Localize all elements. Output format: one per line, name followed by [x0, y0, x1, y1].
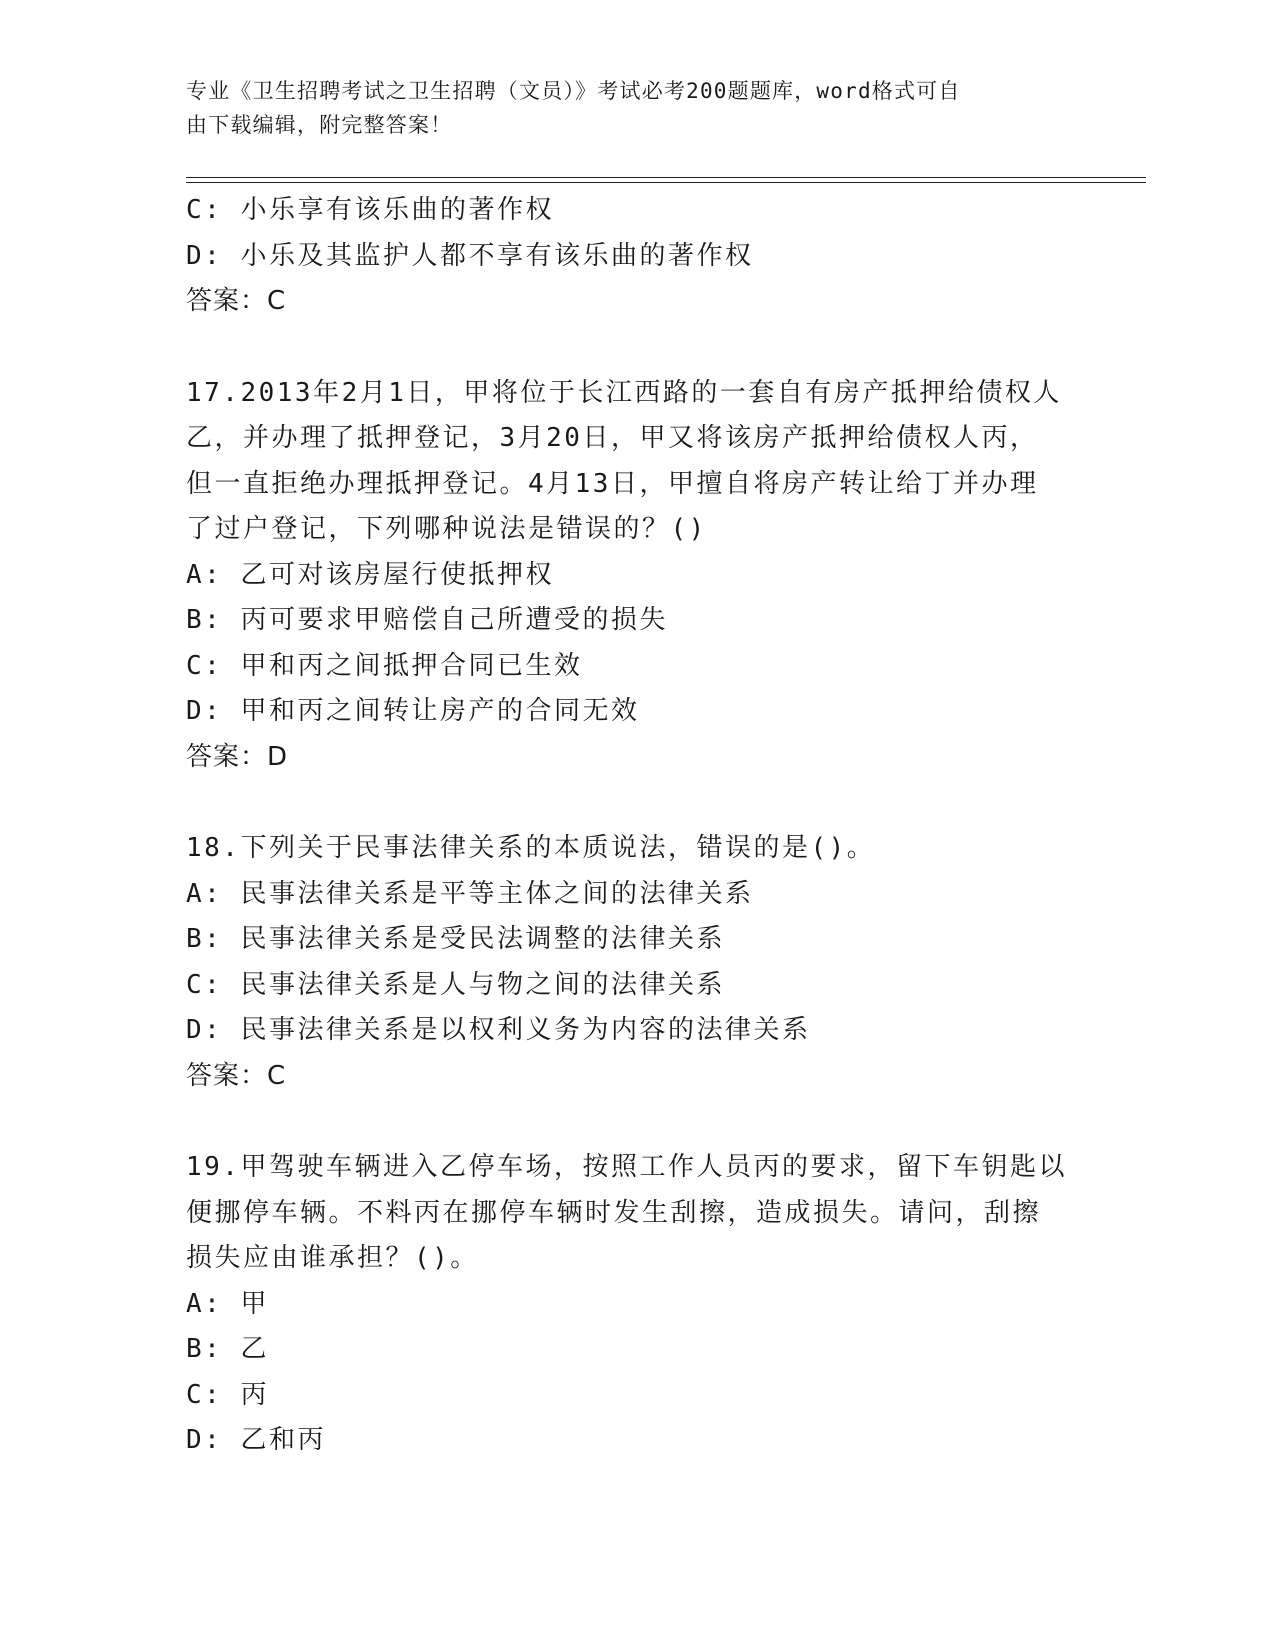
option-a: A: 民事法律关系是平等主体之间的法律关系 — [186, 878, 754, 909]
question-stem — [186, 826, 1086, 872]
document-header — [186, 74, 1066, 142]
option-a: A: 乙可对该房屋行使抵押权 — [186, 559, 554, 590]
option-c: C: 民事法律关系是人与物之间的法律关系 — [186, 969, 725, 1000]
option-d: D: 乙和丙 — [186, 1425, 326, 1455]
stem-line: 了过户登记，下列哪种说法是错误的？() — [186, 514, 707, 544]
option-d: D: 甲和丙之间转让房产的合同无效 — [186, 696, 640, 726]
option-d: D: 民事法律关系是以权利义务为内容的法律关系 — [186, 1015, 811, 1045]
stem-line: 乙，并办理了抵押登记，3月20日，甲又将该房产抵押给债权人丙， — [186, 423, 1039, 453]
option-d: D: 小乐及其监护人都不享有该乐曲的著作权 — [186, 240, 754, 271]
question-19 — [186, 1145, 1086, 1464]
option-b: B: 乙 — [186, 1334, 269, 1364]
answer-line: 答案：D — [186, 741, 289, 772]
header-divider-bottom — [186, 182, 1146, 183]
spacer — [186, 1099, 1086, 1145]
stem-line: 但一直拒绝办理抵押登记。4月13日，甲擅自将房产转让给丁并办理 — [186, 468, 1039, 499]
question-17 — [186, 371, 1086, 781]
spacer — [186, 780, 1086, 826]
question-stem — [186, 1145, 1086, 1282]
header-line-2: 由下载编辑，附完整答案！ — [186, 113, 453, 137]
question-18 — [186, 826, 1086, 1099]
stem-line: 便挪停车辆。不料丙在挪停车辆时发生刮擦，造成损失。请问，刮擦 — [186, 1197, 1042, 1228]
stem-line: 19.甲驾驶车辆进入乙停车场，按照工作人员丙的要求，留下车钥匙以 — [186, 1152, 1067, 1182]
header-line-1: 专业《卫生招聘考试之卫生招聘（文员）》考试必考200题题库，word格式可自 — [186, 79, 961, 103]
header-divider-top — [186, 177, 1146, 178]
question-stem — [186, 371, 1086, 553]
answer-line: 答案：C — [186, 286, 287, 316]
document-body — [186, 188, 1086, 1464]
option-c: C: 小乐享有该乐曲的著作权 — [186, 195, 554, 225]
option-b: B: 丙可要求甲赔偿自己所遭受的损失 — [186, 605, 668, 635]
option-c: C: 甲和丙之间抵押合同已生效 — [186, 650, 583, 681]
stem-line: 损失应由谁承担？()。 — [186, 1243, 479, 1273]
question-16-tail — [186, 188, 1086, 325]
option-c: C: 丙 — [186, 1379, 269, 1410]
option-b: B: 民事法律关系是受民法调整的法律关系 — [186, 924, 725, 954]
option-a: A: 甲 — [186, 1288, 269, 1319]
answer-line: 答案：C — [186, 1060, 287, 1091]
stem-line: 18.下列关于民事法律关系的本质说法，错误的是()。 — [186, 833, 876, 863]
spacer — [186, 325, 1086, 371]
stem-line: 17.2013年2月1日，甲将位于长江西路的一套自有房产抵押给债权人 — [186, 377, 1062, 408]
